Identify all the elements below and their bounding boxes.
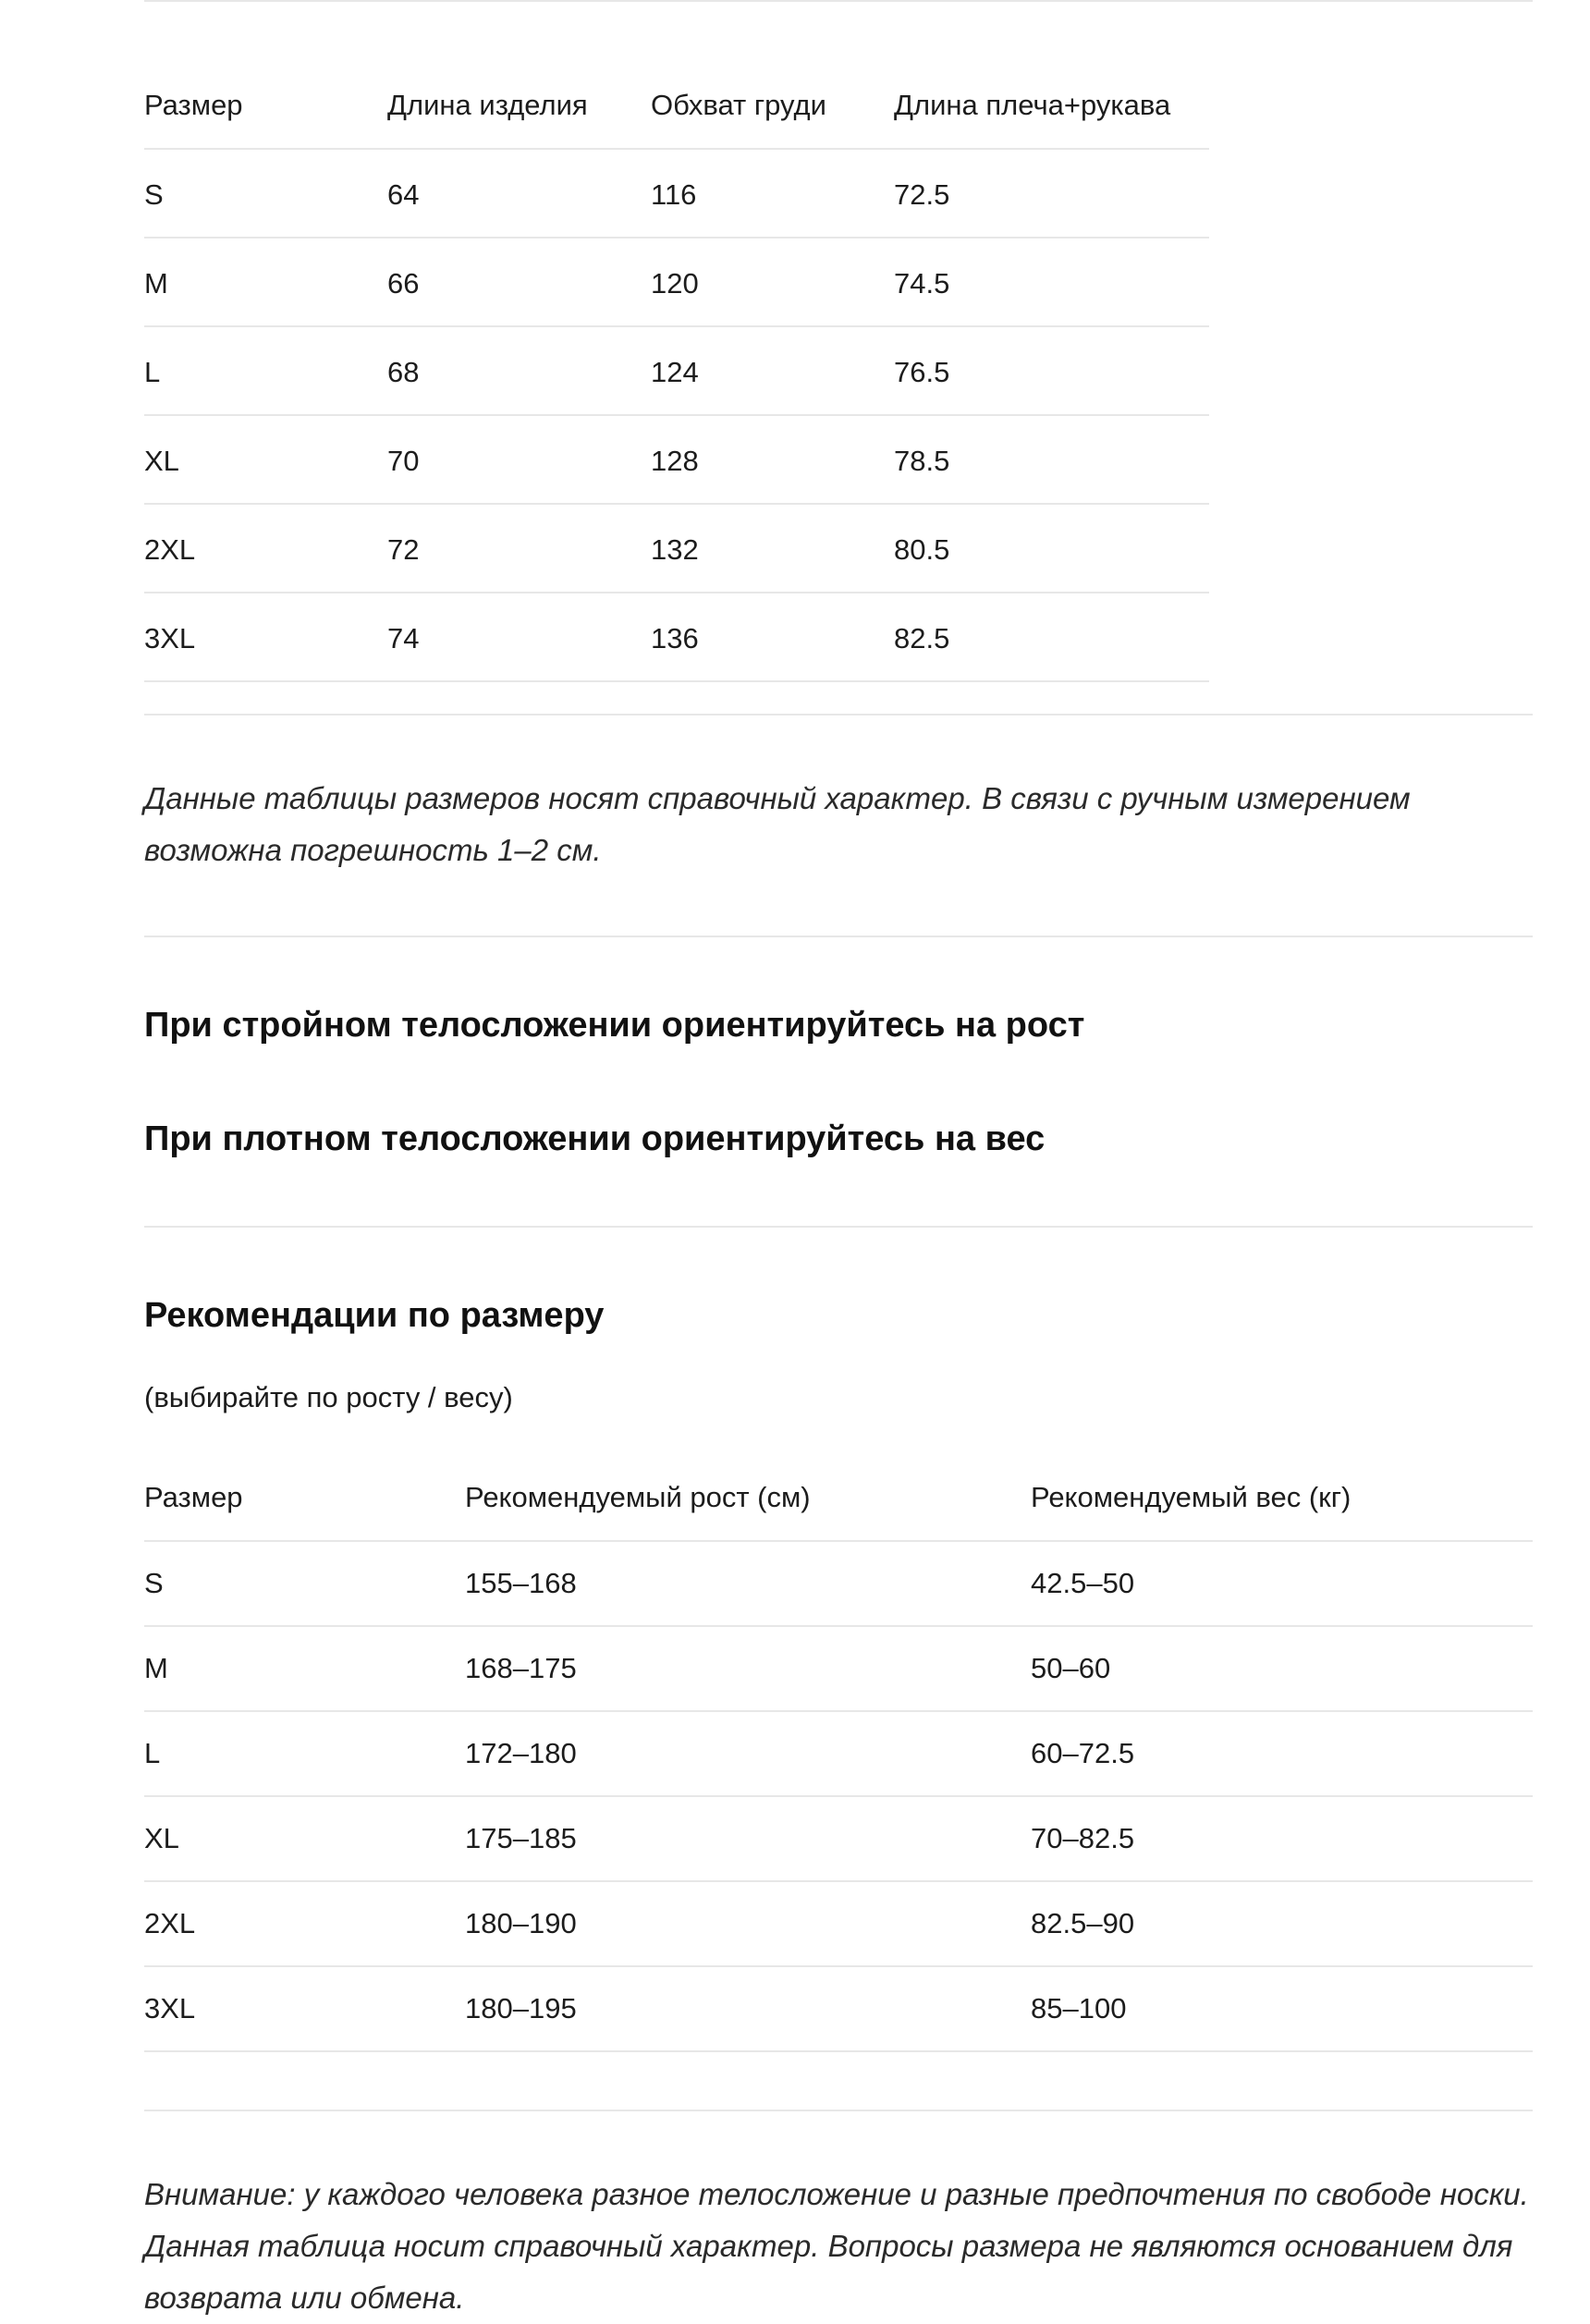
table-row: [144, 593, 1209, 681]
cell-weight: 50–60: [1031, 1626, 1533, 1711]
table-row: [144, 504, 1209, 593]
cell-length: 74: [387, 593, 651, 681]
cell-chest: 132: [651, 504, 894, 593]
cell-weight: 82.5–90: [1031, 1881, 1533, 1966]
table-row: [144, 326, 1209, 415]
measurements-note: Данные таблицы размеров носят справочный характер. В связи с ручным измерением возможна погрешность 1–2 см.: [144, 781, 1411, 867]
cell-size: 3XL: [144, 1966, 465, 2051]
cell-size: L: [144, 326, 387, 415]
cell-chest: 116: [651, 149, 894, 238]
recommendations-subtitle: (выбирайте по росту / весу): [144, 1381, 513, 1413]
section-divider: [144, 2110, 1533, 2111]
cell-size: L: [144, 1711, 465, 1796]
cell-height: 168–175: [465, 1626, 1031, 1711]
cell-sleeve: 80.5: [894, 504, 1209, 593]
table-row: [144, 1626, 1533, 1711]
measurements-table: [144, 59, 1209, 682]
cell-size: 2XL: [144, 1881, 465, 1966]
cell-height: 180–190: [465, 1881, 1031, 1966]
section-divider: [144, 714, 1533, 716]
cell-size: 3XL: [144, 593, 387, 681]
table-row: [144, 1966, 1533, 2051]
cell-height: 180–195: [465, 1966, 1031, 2051]
cell-weight: 42.5–50: [1031, 1541, 1533, 1626]
cell-size: S: [144, 149, 387, 238]
table-row: [144, 149, 1209, 238]
dense-body-tip: При плотном телосложении ориентируйтесь на вес: [144, 1119, 1046, 1158]
cell-weight: 70–82.5: [1031, 1796, 1533, 1881]
column-header-height: Рекомендуемый рост (см): [465, 1455, 1031, 1541]
column-header-length: Длина изделия: [387, 59, 651, 149]
table-row: [144, 1881, 1533, 1966]
cell-length: 70: [387, 415, 651, 504]
cell-height: 155–168: [465, 1541, 1031, 1626]
cell-sleeve: 82.5: [894, 593, 1209, 681]
cell-sleeve: 74.5: [894, 238, 1209, 326]
cell-sleeve: 76.5: [894, 326, 1209, 415]
recommendations-table: [144, 1455, 1533, 2052]
table-row: [144, 415, 1209, 504]
recommendations-title: Рекомендации по размеру: [144, 1296, 605, 1335]
cell-sleeve: 72.5: [894, 149, 1209, 238]
cell-size: S: [144, 1541, 465, 1626]
table-row: [144, 1541, 1533, 1626]
cell-height: 172–180: [465, 1711, 1031, 1796]
table-header-row: [144, 1455, 1533, 1541]
cell-chest: 120: [651, 238, 894, 326]
cell-chest: 128: [651, 415, 894, 504]
cell-size: M: [144, 238, 387, 326]
cell-height: 175–185: [465, 1796, 1031, 1881]
column-header-chest: Обхват груди: [651, 59, 894, 149]
column-header-sleeve: Длина плеча+рукава: [894, 59, 1209, 149]
cell-weight: 60–72.5: [1031, 1711, 1533, 1796]
cell-size: XL: [144, 1796, 465, 1881]
top-divider: [144, 0, 1533, 2]
cell-size: 2XL: [144, 504, 387, 593]
cell-sleeve: 78.5: [894, 415, 1209, 504]
slim-body-tip: При стройном телосложении ориентируйтесь на рост: [144, 1006, 1085, 1045]
table-header-row: [144, 59, 1209, 149]
cell-size: M: [144, 1626, 465, 1711]
cell-chest: 136: [651, 593, 894, 681]
cell-size: XL: [144, 415, 387, 504]
column-header-size: Размер: [144, 59, 387, 149]
table-row: [144, 238, 1209, 326]
column-header-size: Размер: [144, 1455, 465, 1541]
cell-length: 72: [387, 504, 651, 593]
cell-length: 64: [387, 149, 651, 238]
table-row: [144, 1796, 1533, 1881]
section-divider: [144, 1226, 1533, 1228]
section-divider: [144, 936, 1533, 937]
cell-length: 66: [387, 238, 651, 326]
column-header-weight: Рекомендуемый вес (кг): [1031, 1455, 1533, 1541]
cell-length: 68: [387, 326, 651, 415]
warning-note: Внимание: у каждого человека разное телосложение и разные предпочтения по свободе носки. Данная таблица носит справочный характер. Вопросы размера не являются основанием для возврата или обмена.: [144, 2177, 1529, 2315]
cell-weight: 85–100: [1031, 1966, 1533, 2051]
table-row: [144, 1711, 1533, 1796]
cell-chest: 124: [651, 326, 894, 415]
